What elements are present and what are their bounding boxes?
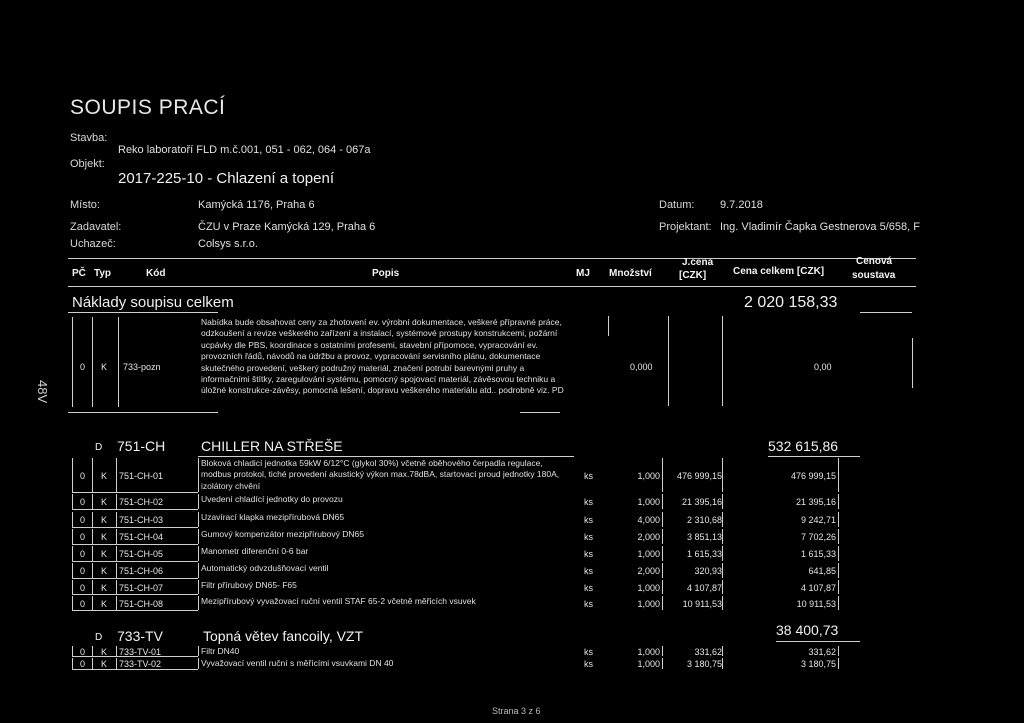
col-kod: Kód [146, 268, 166, 279]
tv-row-popis: Filtr DN40 [201, 646, 240, 656]
ch-row-popis: Mezipřírubový vyvažovací ruční ventil STAF 65-2 včetně měřicích vsuvek [201, 596, 476, 606]
col-jcena-2: [CZK] [679, 270, 707, 281]
ch-row-mnozstvi: 1,000 [637, 497, 660, 507]
col-mnozstvi: Množství [609, 268, 652, 279]
ch-row-typ: K [101, 497, 108, 507]
tv-row-kod: 733-TV-01 [119, 646, 162, 657]
section-tv-total: 38 400,73 [776, 622, 839, 638]
col-cenova-1: Cenová [856, 256, 893, 267]
ch-row-typ: K [101, 566, 108, 576]
ch-row-popis: Uzavírací klapka mezipřírubová DN65 [201, 512, 345, 522]
section-tv-typ: D [95, 632, 103, 643]
header-bottom-rule [68, 286, 916, 287]
ch-row-kod: 751-CH-07 [119, 582, 164, 593]
tv-row-kod: 733-TV-02 [119, 659, 162, 669]
section-ch-typ: D [95, 442, 103, 453]
ch-row-mnozstvi: 1,000 [637, 598, 660, 609]
ch-row-jcena: 3 851,13 [686, 532, 722, 542]
ch-row-cena: 7 702,26 [800, 532, 836, 542]
datum-label: Datum: [659, 199, 695, 211]
tv-row-cena: 3 180,75 [800, 659, 836, 669]
datum-value: 9.7.2018 [720, 199, 763, 211]
ch-row-pc: 0 [80, 470, 86, 481]
ch-row-mnozstvi: 2,000 [637, 532, 660, 542]
ch-row-cena: 641,85 [808, 566, 836, 576]
ch-row-mj: ks [584, 582, 593, 593]
col-typ: Typ [94, 268, 112, 279]
ch-row-pc: 0 [80, 566, 86, 576]
ch-row-kod: 751-CH-03 [119, 515, 164, 525]
ch-row-jcena: 1 615,33 [686, 549, 722, 559]
section-ch-total: 532 615,86 [768, 438, 839, 454]
ch-row-jcena: 476 999,15 [676, 470, 722, 481]
ch-row-mnozstvi: 1,000 [637, 470, 660, 481]
col-mj: MJ [576, 268, 590, 279]
ch-row-popis: Filtr přírubový DN65- F65 [201, 580, 297, 590]
objekt-value: 2017-225-10 - Chlazení a topení [118, 170, 334, 187]
col-pc: PČ [72, 268, 86, 279]
ch-row-mj: ks [584, 470, 593, 481]
side-mark: 48V [35, 380, 50, 404]
note-typ: K [101, 362, 108, 372]
note-description: Nabídka bude obsahovat ceny za zhotovení ev. výrobní dokumentace, veškeré přípravné práce, odzkoušení a revize veškerého zařízení a instalací, systémové prostupy konstrukcemi, požární ucpávky dle PBS, koordinace s ostatními profesemi, stavební přípomoce, vypracování ev. provozních řádů, návodů na údržbu a provoz, vypracování servisního plánu, dokumentace skutečného provedení, veškerý podružný materiál, značení potrubí barevnými pruhy a informačními štítky, zaregulování systému, pomocný spojovací materiál, závěsovou techniku a úložné konstrukce-závěsy, pomocná lešení, dopravu veškerého materiálu atd.. podrobně viz. PD [201, 317, 564, 396]
ch-row-mj: ks [584, 566, 593, 576]
ch-row-kod: 751-CH-08 [119, 598, 164, 609]
misto-value: Kamýcká 1176, Praha 6 [198, 199, 315, 211]
col-jcena-1: J.cena [682, 257, 714, 268]
misto-label: Místo: [70, 199, 100, 211]
ch-row-pc: 0 [80, 549, 86, 559]
header-top-rule [68, 258, 916, 259]
tv-row-pc: 0 [80, 659, 86, 669]
tv-row-typ: K [101, 659, 108, 669]
ch-row-cena: 4 107,87 [800, 582, 836, 593]
ch-row-kod: 751-CH-04 [119, 532, 164, 542]
ch-row-jcena: 10 911,53 [682, 598, 722, 609]
tv-row-mnozstvi: 1,000 [637, 659, 660, 669]
section-tv-kod: 733-TV [117, 628, 163, 644]
ch-row-mj: ks [584, 515, 593, 525]
projektant-label: Projektant: [659, 221, 712, 233]
ch-row-kod: 751-CH-02 [119, 497, 164, 507]
ch-row-mj: ks [584, 598, 593, 609]
summary-rule-right [860, 312, 912, 313]
tv-row-mnozstvi: 1,000 [637, 646, 660, 657]
projektant-value: Ing. Vladimír Čapka Gestnerova 5/658, F [720, 221, 920, 233]
section-ch-kod: 751-CH [117, 438, 166, 454]
col-cenova-2: soustava [852, 270, 896, 281]
note-pc: 0 [80, 362, 86, 372]
ch-row-typ: K [101, 598, 108, 609]
ch-row-typ: K [101, 470, 108, 481]
ch-row-popis: Gumový kompenzátor mezipřírubový DN65 [201, 529, 364, 539]
ch-row-kod: 751-CH-05 [119, 549, 164, 559]
ch-row-typ: K [101, 532, 108, 542]
tv-row-pc: 0 [80, 646, 86, 657]
ch-row-jcena: 320,93 [694, 566, 722, 576]
tv-row-jcena: 3 180,75 [686, 659, 722, 669]
ch-row-popis: Uvedení chladící jednotky do provozu [201, 494, 343, 504]
ch-row-cena: 9 242,71 [800, 515, 836, 525]
uchazec-value: Colsys s.r.o. [198, 238, 258, 250]
objekt-label: Objekt: [70, 158, 105, 170]
ch-row-mj: ks [584, 497, 593, 507]
ch-row-jcena: 4 107,87 [686, 582, 722, 593]
ch-row-jcena: 21 395,16 [681, 497, 722, 507]
ch-row-typ: K [101, 549, 108, 559]
ch-row-popis: Bloková chladicí jednotka 59kW 6/12°C (glykol 30%) včetně oběhového čerpadla regulace, modbus protokol, tiché provedení akustický výkon max.78dBA, startovací proud jednotky 180A, izolátory chvění [201, 458, 560, 491]
ch-row-cena: 476 999,15 [790, 470, 836, 481]
note-mnozstvi: 0,000 [630, 362, 653, 372]
ch-row-typ: K [101, 515, 108, 525]
ch-row-cena: 1 615,33 [800, 549, 836, 559]
ch-row-pc: 0 [80, 497, 86, 507]
ch-row-popis: Automatický odvzdušňovací ventil [201, 563, 329, 573]
ch-row-mnozstvi: 4,000 [637, 515, 660, 525]
ch-row-pc: 0 [80, 532, 86, 542]
ch-row-cena: 21 395,16 [795, 497, 836, 507]
zadavatel-value: ČZU v Praze Kamýcká 129, Praha 6 [198, 221, 376, 233]
stavba-label: Stavba: [70, 132, 108, 144]
ch-row-mnozstvi: 1,000 [637, 549, 660, 559]
ch-row-mj: ks [584, 532, 593, 542]
tv-row-mj: ks [584, 659, 593, 669]
note-cena: 0,00 [814, 362, 832, 372]
section-ch-title: CHILLER NA STŘEŠE [201, 438, 343, 454]
summary-label: Náklady soupisu celkem [72, 294, 234, 311]
page-title: SOUPIS PRACÍ [70, 96, 226, 119]
col-popis: Popis [372, 268, 400, 279]
footer-page: Strana 3 z 6 [492, 706, 541, 716]
ch-row-pc: 0 [80, 598, 86, 609]
ch-row-jcena: 2 310,68 [686, 515, 722, 525]
uchazec-label: Uchazeč: [70, 238, 116, 250]
tv-row-mj: ks [584, 646, 593, 657]
tv-row-jcena: 331,62 [694, 646, 722, 657]
col-cena-celkem: Cena celkem [CZK] [733, 266, 825, 277]
section-tv-title: Topná větev fancoily, VZT [203, 628, 364, 644]
ch-row-typ: K [101, 582, 108, 593]
summary-rule-left [68, 312, 218, 313]
ch-row-pc: 0 [80, 515, 86, 525]
ch-row-mnozstvi: 1,000 [637, 582, 660, 593]
tv-row-popis: Vyvažovací ventil ruční s měřícími vsuvkami DN 40 [201, 658, 394, 668]
tv-row-cena: 331,62 [808, 646, 836, 657]
tv-row-typ: K [101, 646, 108, 657]
ch-row-kod: 751-CH-01 [119, 470, 164, 481]
ch-row-kod: 751-CH-06 [119, 566, 164, 576]
ch-row-pc: 0 [80, 582, 86, 593]
note-kod: 733-pozn [123, 362, 161, 372]
stavba-value: Reko laboratoří FLD m.č.001, 051 - 062, 064 - 067a [118, 144, 371, 156]
ch-row-mnozstvi: 2,000 [637, 566, 660, 576]
zadavatel-label: Zadavatel: [70, 221, 122, 233]
ch-row-popis: Manometr diferenční 0-6 bar [201, 546, 309, 556]
ch-row-cena: 10 911,53 [796, 598, 836, 609]
summary-value: 2 020 158,33 [744, 294, 838, 311]
ch-row-mj: ks [584, 549, 593, 559]
